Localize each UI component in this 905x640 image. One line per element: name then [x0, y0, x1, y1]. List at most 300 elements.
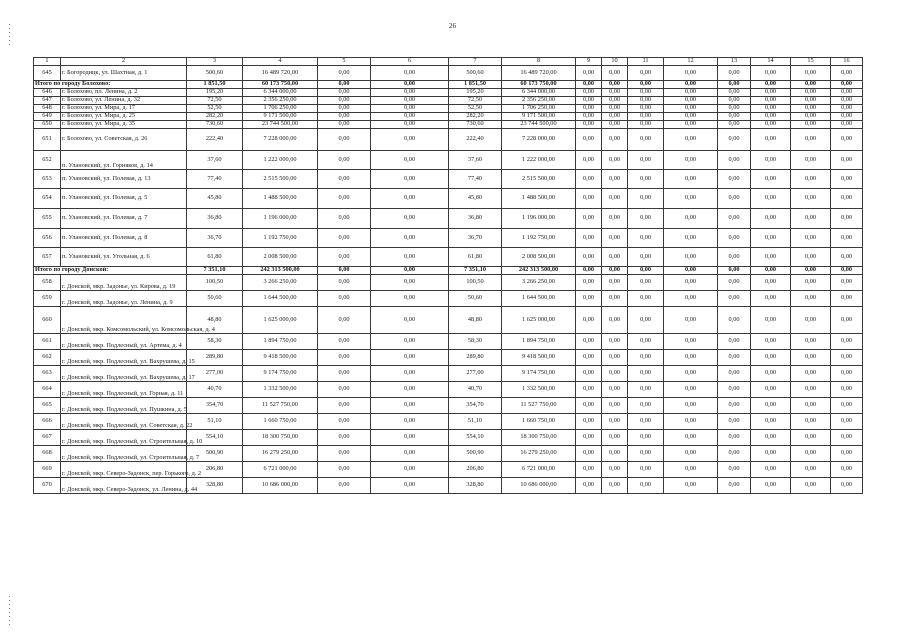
value-cell: 58,30 [449, 334, 502, 350]
value-cell: 0,00 [718, 209, 751, 229]
value-cell: 0,00 [628, 430, 664, 446]
table-row [34, 382, 863, 398]
address-cell: г. Болохово, ул. Мира, д. 17 [61, 105, 187, 113]
table-row [34, 151, 863, 170]
value-cell: 7 228 000,00 [243, 129, 318, 151]
table-row [34, 229, 863, 248]
value-cell: 0,00 [664, 446, 718, 462]
value-cell: 0,00 [602, 366, 628, 382]
value-cell: 0,00 [718, 382, 751, 398]
total-label: Итого по городу Болохово: [34, 81, 187, 89]
value-cell: 18 300 750,00 [502, 430, 576, 446]
value-cell: 0,00 [576, 209, 602, 229]
value-cell: 0,00 [718, 248, 751, 267]
value-cell: 0,00 [664, 350, 718, 366]
value-cell: 0,00 [628, 89, 664, 97]
total-value: 0,00 [318, 267, 371, 275]
value-cell: 77,40 [187, 170, 243, 189]
value-cell: 1 894 750,00 [243, 334, 318, 350]
table-row [34, 462, 863, 478]
value-cell: 0,00 [718, 462, 751, 478]
table-row [34, 170, 863, 189]
row-number: 666 [34, 414, 61, 430]
value-cell: 1 332 500,00 [243, 382, 318, 398]
value-cell: 0,00 [751, 97, 791, 105]
value-cell: 0,00 [751, 398, 791, 414]
row-number: 649 [34, 113, 61, 121]
value-cell: 0,00 [628, 307, 664, 334]
value-cell: 1 894 750,00 [502, 334, 576, 350]
value-cell: 0,00 [602, 275, 628, 291]
row-number: 653 [34, 170, 61, 189]
value-cell: 0,00 [602, 129, 628, 151]
value-cell: 0,00 [576, 66, 602, 81]
value-cell: 0,00 [831, 97, 863, 105]
value-cell: 0,00 [576, 105, 602, 113]
value-cell: 0,00 [664, 414, 718, 430]
value-cell: 36,80 [187, 209, 243, 229]
value-cell: 0,00 [831, 151, 863, 170]
value-cell: 0,00 [318, 97, 371, 105]
value-cell: 0,00 [791, 398, 831, 414]
value-cell: 0,00 [371, 151, 449, 170]
total-value: 0,00 [718, 81, 751, 89]
column-number: 5 [318, 58, 371, 66]
value-cell: 23 744 500,00 [502, 121, 576, 129]
total-value: 0,00 [664, 81, 718, 89]
value-cell: 0,00 [718, 129, 751, 151]
value-cell: 0,00 [664, 478, 718, 494]
value-cell: 0,00 [371, 307, 449, 334]
table-row [34, 430, 863, 446]
value-cell: 0,00 [318, 151, 371, 170]
value-cell: 0,00 [718, 446, 751, 462]
value-cell: 0,00 [602, 248, 628, 267]
table-row [34, 446, 863, 462]
value-cell: 0,00 [628, 478, 664, 494]
value-cell: 0,00 [628, 382, 664, 398]
value-cell: 0,00 [628, 248, 664, 267]
value-cell: 0,00 [751, 430, 791, 446]
value-cell: 0,00 [791, 307, 831, 334]
value-cell: 554,10 [187, 430, 243, 446]
value-cell: 0,00 [602, 121, 628, 129]
value-cell: 1 706 250,00 [502, 105, 576, 113]
value-cell: 1 332 500,00 [502, 382, 576, 398]
total-value: 0,00 [791, 267, 831, 275]
value-cell: 0,00 [791, 350, 831, 366]
row-number: 654 [34, 189, 61, 209]
value-cell: 0,00 [318, 382, 371, 398]
value-cell: 0,00 [576, 248, 602, 267]
value-cell: 1 192 750,00 [243, 229, 318, 248]
value-cell: 0,00 [628, 170, 664, 189]
total-value: 0,00 [831, 81, 863, 89]
value-cell: 0,00 [628, 97, 664, 105]
address-cell: п. Улановский, ул. Полевая, д. 8 [61, 229, 187, 248]
address-cell: г. Богородицк, ул. Шахтная, д. 1 [61, 66, 187, 81]
value-cell: 16 489 720,00 [502, 66, 576, 81]
value-cell: 500,90 [449, 446, 502, 462]
value-cell: 0,00 [718, 151, 751, 170]
value-cell: 1 706 250,00 [243, 105, 318, 113]
value-cell: 0,00 [718, 398, 751, 414]
value-cell: 0,00 [371, 398, 449, 414]
value-cell: 0,00 [664, 291, 718, 307]
value-cell: 0,00 [576, 398, 602, 414]
value-cell: 61,80 [449, 248, 502, 267]
total-value: 7 351,10 [449, 267, 502, 275]
value-cell: 0,00 [718, 430, 751, 446]
value-cell: 0,00 [576, 366, 602, 382]
value-cell: 0,00 [371, 334, 449, 350]
value-cell: 100,50 [449, 275, 502, 291]
value-cell: 51,10 [187, 414, 243, 430]
column-number: 13 [718, 58, 751, 66]
column-number: 4 [243, 58, 318, 66]
value-cell: 0,00 [576, 129, 602, 151]
value-cell: 0,00 [371, 446, 449, 462]
value-cell: 36,70 [449, 229, 502, 248]
value-cell: 0,00 [751, 89, 791, 97]
value-cell: 0,00 [576, 478, 602, 494]
table-row [34, 478, 863, 494]
value-cell: 0,00 [628, 229, 664, 248]
value-cell: 0,00 [791, 446, 831, 462]
table-row [34, 275, 863, 291]
total-value: 0,00 [371, 81, 449, 89]
value-cell: 0,00 [751, 414, 791, 430]
value-cell: 0,00 [791, 105, 831, 113]
column-number: 8 [502, 58, 576, 66]
row-number: 648 [34, 105, 61, 113]
address-cell: г. Болохово, ул. Мира, д. 35 [61, 121, 187, 129]
value-cell: 0,00 [628, 66, 664, 81]
value-cell: 0,00 [751, 105, 791, 113]
value-cell: 0,00 [318, 307, 371, 334]
value-cell: 0,00 [371, 291, 449, 307]
value-cell: 0,00 [602, 291, 628, 307]
value-cell: 0,00 [791, 248, 831, 267]
value-cell: 195,20 [449, 89, 502, 97]
value-cell: 51,10 [449, 414, 502, 430]
value-cell: 0,00 [664, 151, 718, 170]
address-cell: г. Донской, мкр. Северо-Задонск, пер. Горького, д. 2 [61, 462, 187, 478]
value-cell: 0,00 [628, 462, 664, 478]
value-cell: 0,00 [576, 113, 602, 121]
value-cell: 10 686 000,00 [243, 478, 318, 494]
value-cell: 0,00 [318, 350, 371, 366]
address-cell: п. Улановский, ул. Горняков, д. 14 [61, 151, 187, 170]
value-cell: 0,00 [664, 170, 718, 189]
value-cell: 6 721 000,00 [243, 462, 318, 478]
row-number: 669 [34, 462, 61, 478]
value-cell: 0,00 [664, 248, 718, 267]
value-cell: 0,00 [718, 121, 751, 129]
address-cell: г. Донской, мкр. Подлесный, ул. Строительная, д. 7 [61, 446, 187, 462]
value-cell: 0,00 [791, 366, 831, 382]
value-cell: 0,00 [751, 151, 791, 170]
value-cell: 0,00 [718, 105, 751, 113]
value-cell: 0,00 [371, 113, 449, 121]
value-cell: 277,00 [187, 366, 243, 382]
value-cell: 0,00 [628, 398, 664, 414]
table-row [34, 121, 863, 129]
value-cell: 0,00 [371, 89, 449, 97]
value-cell: 16 279 250,00 [243, 446, 318, 462]
value-cell: 0,00 [664, 366, 718, 382]
value-cell: 0,00 [318, 229, 371, 248]
value-cell: 45,80 [187, 189, 243, 209]
value-cell: 0,00 [576, 291, 602, 307]
value-cell: 0,00 [318, 275, 371, 291]
row-number: 652 [34, 151, 61, 170]
column-number: 1 [34, 58, 61, 66]
value-cell: 0,00 [718, 478, 751, 494]
value-cell: 0,00 [831, 366, 863, 382]
value-cell: 0,00 [602, 462, 628, 478]
value-cell: 48,80 [449, 307, 502, 334]
value-cell: 6 344 000,00 [243, 89, 318, 97]
value-cell: 0,00 [831, 291, 863, 307]
value-cell: 0,00 [576, 446, 602, 462]
value-cell: 0,00 [791, 189, 831, 209]
value-cell: 0,00 [791, 89, 831, 97]
value-cell: 0,00 [751, 462, 791, 478]
value-cell: 0,00 [791, 430, 831, 446]
value-cell: 0,00 [602, 478, 628, 494]
value-cell: 11 527 750,00 [243, 398, 318, 414]
total-value: 7 351,10 [187, 267, 243, 275]
value-cell: 0,00 [576, 189, 602, 209]
value-cell: 11 527 750,00 [502, 398, 576, 414]
value-cell: 0,00 [751, 113, 791, 121]
total-value: 0,00 [831, 267, 863, 275]
value-cell: 0,00 [791, 229, 831, 248]
value-cell: 554,10 [449, 430, 502, 446]
row-number: 670 [34, 478, 61, 494]
value-cell: 0,00 [371, 209, 449, 229]
value-cell: 0,00 [831, 334, 863, 350]
value-cell: 37,60 [187, 151, 243, 170]
value-cell: 0,00 [318, 170, 371, 189]
value-cell: 0,00 [576, 462, 602, 478]
table-row [34, 248, 863, 267]
value-cell: 0,00 [718, 291, 751, 307]
value-cell: 0,00 [576, 170, 602, 189]
housing-register-table [33, 57, 863, 494]
value-cell: 0,00 [371, 430, 449, 446]
value-cell: 9 418 500,00 [502, 350, 576, 366]
value-cell: 0,00 [576, 430, 602, 446]
value-cell: 0,00 [628, 151, 664, 170]
table-row [34, 307, 863, 334]
row-number: 665 [34, 398, 61, 414]
table-row [34, 350, 863, 366]
total-value: 0,00 [751, 81, 791, 89]
column-number: 15 [791, 58, 831, 66]
value-cell: 0,00 [318, 121, 371, 129]
value-cell: 0,00 [576, 334, 602, 350]
total-row [34, 267, 863, 275]
value-cell: 45,80 [449, 189, 502, 209]
value-cell: 0,00 [791, 66, 831, 81]
value-cell: 3 266 250,00 [502, 275, 576, 291]
value-cell: 0,00 [751, 229, 791, 248]
value-cell: 6 721 000,00 [502, 462, 576, 478]
total-value: 242 313 500,00 [243, 267, 318, 275]
value-cell: 0,00 [664, 229, 718, 248]
total-label: Итого по городу Донской: [34, 267, 187, 275]
value-cell: 0,00 [576, 382, 602, 398]
value-cell: 0,00 [664, 89, 718, 97]
value-cell: 0,00 [602, 307, 628, 334]
value-cell: 0,00 [318, 291, 371, 307]
value-cell: 0,00 [831, 248, 863, 267]
value-cell: 282,20 [187, 113, 243, 121]
value-cell: 500,60 [449, 66, 502, 81]
value-cell: 500,60 [187, 66, 243, 81]
column-number: 3 [187, 58, 243, 66]
value-cell: 0,00 [664, 307, 718, 334]
value-cell: 0,00 [751, 350, 791, 366]
value-cell: 2 008 500,00 [502, 248, 576, 267]
value-cell: 0,00 [751, 129, 791, 151]
value-cell: 0,00 [664, 121, 718, 129]
value-cell: 0,00 [831, 209, 863, 229]
value-cell: 0,00 [831, 229, 863, 248]
value-cell: 730,60 [449, 121, 502, 129]
value-cell: 0,00 [371, 121, 449, 129]
value-cell: 37,60 [449, 151, 502, 170]
total-value: 0,00 [576, 81, 602, 89]
address-cell: г. Донской, мкр. Северо-Задонск, ул. Ленина, д. 44 [61, 478, 187, 494]
value-cell: 0,00 [664, 189, 718, 209]
value-cell: 0,00 [576, 275, 602, 291]
row-number: 655 [34, 209, 61, 229]
row-number: 663 [34, 366, 61, 382]
value-cell: 1 222 000,00 [502, 151, 576, 170]
value-cell: 0,00 [718, 366, 751, 382]
value-cell: 0,00 [791, 291, 831, 307]
value-cell: 0,00 [318, 334, 371, 350]
value-cell: 0,00 [664, 398, 718, 414]
value-cell: 0,00 [751, 382, 791, 398]
value-cell: 0,00 [751, 170, 791, 189]
column-number: 9 [576, 58, 602, 66]
value-cell: 0,00 [602, 334, 628, 350]
row-number: 662 [34, 350, 61, 366]
column-number: 2 [61, 58, 187, 66]
value-cell: 36,80 [449, 209, 502, 229]
value-cell: 0,00 [602, 66, 628, 81]
value-cell: 0,00 [831, 89, 863, 97]
value-cell: 0,00 [791, 478, 831, 494]
value-cell: 0,00 [791, 334, 831, 350]
value-cell: 277,00 [449, 366, 502, 382]
value-cell: 0,00 [602, 229, 628, 248]
value-cell: 0,00 [718, 275, 751, 291]
column-number: 10 [602, 58, 628, 66]
row-number: 645 [34, 66, 61, 81]
value-cell: 9 171 500,00 [502, 113, 576, 121]
value-cell: 0,00 [831, 170, 863, 189]
value-cell: 206,80 [187, 462, 243, 478]
value-cell: 0,00 [718, 307, 751, 334]
value-cell: 0,00 [791, 170, 831, 189]
value-cell: 0,00 [318, 446, 371, 462]
value-cell: 0,00 [751, 248, 791, 267]
total-value: 0,00 [602, 267, 628, 275]
value-cell: 0,00 [371, 229, 449, 248]
value-cell: 0,00 [831, 307, 863, 334]
address-cell: г. Донской, мкр. Подлесный, ул. Пушкина, д. 5 [61, 398, 187, 414]
value-cell: 0,00 [371, 478, 449, 494]
value-cell: 0,00 [664, 66, 718, 81]
value-cell: 500,90 [187, 446, 243, 462]
value-cell: 354,70 [449, 398, 502, 414]
address-cell: г. Донской, мкр. Подлесный, ул. Советская, д. 22 [61, 414, 187, 430]
value-cell: 1 192 750,00 [502, 229, 576, 248]
value-cell: 0,00 [371, 414, 449, 430]
value-cell: 0,00 [718, 189, 751, 209]
margin-mark-top [9, 24, 10, 46]
value-cell: 0,00 [751, 446, 791, 462]
value-cell: 40,70 [449, 382, 502, 398]
value-cell: 2 356 250,00 [502, 97, 576, 105]
value-cell: 0,00 [602, 89, 628, 97]
value-cell: 0,00 [371, 275, 449, 291]
value-cell: 0,00 [371, 366, 449, 382]
value-cell: 0,00 [751, 275, 791, 291]
table-row [34, 414, 863, 430]
value-cell: 6 344 000,00 [502, 89, 576, 97]
row-number: 651 [34, 129, 61, 151]
value-cell: 1 625 000,00 [502, 307, 576, 334]
value-cell: 9 418 500,00 [243, 350, 318, 366]
value-cell: 0,00 [718, 170, 751, 189]
row-number: 660 [34, 307, 61, 334]
value-cell: 0,00 [718, 113, 751, 121]
value-cell: 1 222 000,00 [243, 151, 318, 170]
value-cell: 1 644 500,00 [502, 291, 576, 307]
value-cell: 0,00 [628, 291, 664, 307]
total-value: 0,00 [318, 81, 371, 89]
total-value: 0,00 [602, 81, 628, 89]
total-value: 60 173 750,00 [243, 81, 318, 89]
total-value: 0,00 [751, 267, 791, 275]
value-cell: 0,00 [576, 414, 602, 430]
value-cell: 0,00 [628, 209, 664, 229]
value-cell: 0,00 [831, 189, 863, 209]
value-cell: 1 488 500,00 [502, 189, 576, 209]
value-cell: 0,00 [791, 97, 831, 105]
value-cell: 0,00 [791, 382, 831, 398]
value-cell: 206,80 [449, 462, 502, 478]
value-cell: 0,00 [831, 350, 863, 366]
value-cell: 58,30 [187, 334, 243, 350]
table-row [34, 66, 863, 81]
value-cell: 328,80 [187, 478, 243, 494]
value-cell: 730,60 [187, 121, 243, 129]
value-cell: 0,00 [664, 275, 718, 291]
value-cell: 0,00 [602, 170, 628, 189]
value-cell: 0,00 [718, 334, 751, 350]
value-cell: 0,00 [791, 113, 831, 121]
table-body [34, 58, 863, 494]
value-cell: 0,00 [371, 382, 449, 398]
value-cell: 0,00 [831, 382, 863, 398]
